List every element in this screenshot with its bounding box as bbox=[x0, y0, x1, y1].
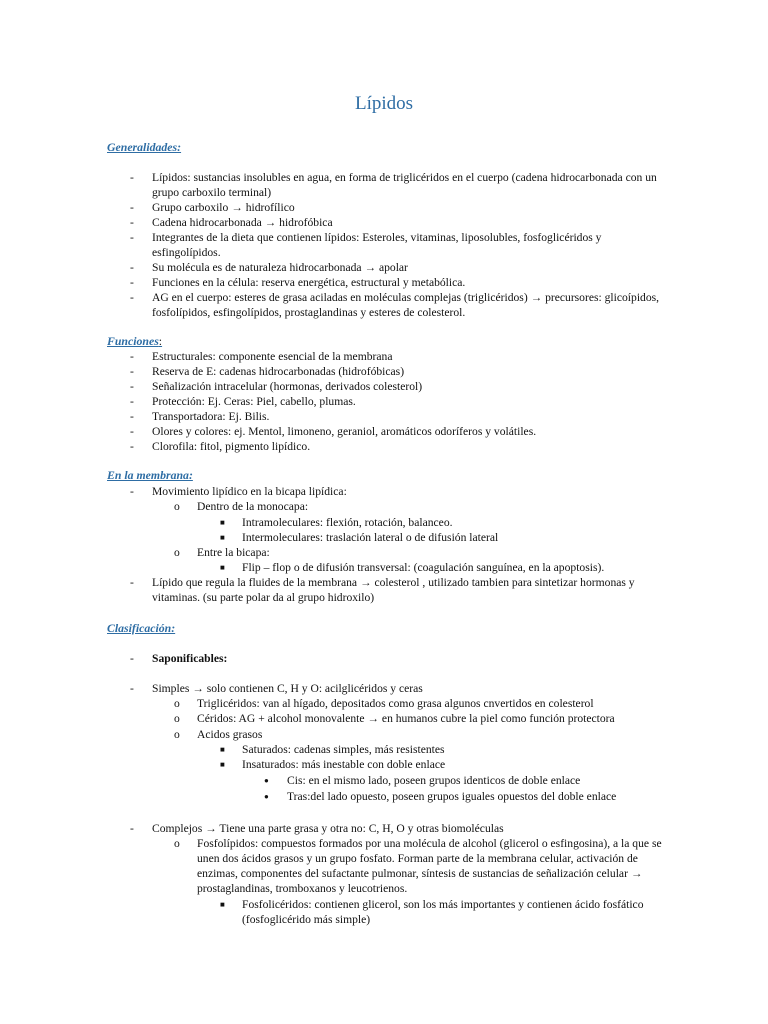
circle-bullet: o bbox=[174, 837, 180, 850]
dash-bullet: - bbox=[130, 425, 134, 438]
dash-bullet: - bbox=[130, 485, 134, 498]
list-item-text: Cadena hidrocarbonada → hidrofóbica bbox=[152, 216, 333, 229]
list-item-text: Estructurales: componente esencial de la membrana bbox=[152, 350, 393, 363]
list-item-text: Movimiento lipídico en la bicapa lipídica: bbox=[152, 485, 347, 498]
list-item-text: Reserva de E: cadenas hidrocarbonadas (hidrofóbicas) bbox=[152, 365, 405, 378]
dash-bullet: - bbox=[130, 276, 134, 289]
dash-bullet: - bbox=[130, 682, 134, 695]
section-heading-funciones-text: Funciones bbox=[107, 334, 159, 348]
section-heading-clasificacion: Clasificación: bbox=[107, 621, 176, 635]
list-item-text: Entre la bicapa: bbox=[197, 546, 270, 559]
section-heading-membrana: En la membrana: bbox=[107, 468, 193, 482]
square-bullet: ■ bbox=[220, 900, 225, 909]
dash-bullet: - bbox=[130, 231, 134, 244]
list-item-text: Olores y colores: ej. Mentol, limoneno, geraniol, aromáticos odoríferos y volátiles. bbox=[152, 425, 537, 438]
dash-bullet: - bbox=[130, 652, 134, 665]
dash-bullet: - bbox=[130, 171, 134, 184]
dash-bullet: - bbox=[130, 365, 134, 378]
circle-bullet: o bbox=[174, 500, 180, 513]
dash-bullet: - bbox=[130, 261, 134, 274]
list-item-text: Su molécula es de naturaleza hidrocarbonada → apolar bbox=[152, 261, 408, 274]
dash-bullet: - bbox=[130, 216, 134, 229]
subheading-saponificables: Saponificables: bbox=[152, 652, 228, 665]
list-item-text: Integrantes de la dieta que contienen lípidos: Esteroles, vitaminas, liposolubles, fosfoglicéridos y esfingolípidos. bbox=[152, 231, 602, 259]
square-bullet: ■ bbox=[220, 533, 225, 542]
list-item-text: Insaturados: más inestable con doble enlace bbox=[242, 758, 446, 771]
dash-bullet: - bbox=[130, 440, 134, 453]
page-title: Lípidos bbox=[354, 93, 414, 114]
dash-bullet: - bbox=[130, 201, 134, 214]
square-bullet: ■ bbox=[220, 518, 225, 527]
list-item-text: Intermoleculares: traslación lateral o de difusión lateral bbox=[242, 531, 499, 544]
dash-bullet: - bbox=[130, 380, 134, 393]
circle-bullet: o bbox=[174, 728, 180, 741]
dash-bullet: - bbox=[130, 395, 134, 408]
dot-bullet: ● bbox=[264, 776, 269, 785]
list-item-text: Protección: Ej. Ceras: Piel, cabello, plumas. bbox=[152, 395, 356, 408]
list-item-text: Señalización intracelular (hormonas, derivados colesterol) bbox=[152, 380, 423, 393]
list-item-text: Céridos: AG + alcohol monovalente → en humanos cubre la piel como función protectora bbox=[197, 712, 615, 725]
section-heading-colon: : bbox=[158, 334, 163, 348]
dot-bullet: ● bbox=[264, 792, 269, 801]
list-item-text: Acidos grasos bbox=[197, 728, 263, 741]
list-item-text: Funciones en la célula: reserva energética, estructural y metabólica. bbox=[152, 276, 466, 289]
square-bullet: ■ bbox=[220, 563, 225, 572]
square-bullet: ■ bbox=[220, 745, 225, 754]
list-item-text: Transportadora: Ej. Bilis. bbox=[152, 410, 270, 423]
square-bullet: ■ bbox=[220, 760, 225, 769]
dash-bullet: - bbox=[130, 822, 134, 835]
list-item-text: AG en el cuerpo: esteres de grasa aciladas en moléculas complejas (triglicéridos) → precursores: glicoípidos, fosfolípidos, esfingolípidos, prostaglandinas y esteres de colesterol. bbox=[152, 291, 660, 319]
dash-bullet: - bbox=[130, 350, 134, 363]
section-heading-generalidades: Generalidades: bbox=[107, 140, 182, 154]
list-item-text: Simples → solo contienen C, H y O: acilglicéridos y ceras bbox=[152, 682, 423, 695]
list-item-text: Tras:del lado opuesto, poseen grupos iguales opuestos del doble enlace bbox=[287, 790, 617, 803]
list-item-text: Fosfolicéridos: contienen glicerol, son los más importantes y contienen ácido fosfático (fosfoglicérido más simple) bbox=[242, 898, 644, 926]
circle-bullet: o bbox=[174, 546, 180, 559]
list-item-text: Triglicéridos: van al hígado, depositados como grasa algunos cnvertidos en colesterol bbox=[197, 697, 594, 710]
list-item-text: Cis: en el mismo lado, poseen grupos identicos de doble enlace bbox=[287, 774, 581, 787]
list-item-text: Grupo carboxilo → hidrofílico bbox=[152, 201, 295, 214]
dash-bullet: - bbox=[130, 291, 134, 304]
section-heading-funciones bbox=[107, 334, 162, 349]
list-item-text: Saturados: cadenas simples, más resistentes bbox=[242, 743, 445, 756]
list-item-text: Complejos → Tiene una parte grasa y otra no: C, H, O y otras biomoléculas bbox=[152, 822, 504, 835]
list-item-text: Dentro de la monocapa: bbox=[197, 500, 309, 513]
dash-bullet: - bbox=[130, 410, 134, 423]
list-item-text: Flip – flop o de difusión transversal: (coagulación sanguínea, en la apoptosis). bbox=[242, 561, 605, 574]
list-item-text: Lípido que regula la fluides de la membrana → colesterol , utilizado tambien para sintetizar hormonas y vitaminas. (su parte polar da al grupo hidroxilo) bbox=[152, 576, 635, 604]
circle-bullet: o bbox=[174, 697, 180, 710]
list-item-text: Lípidos: sustancias insolubles en agua, en forma de triglicéridos en el cuerpo (cadena hidrocarbonada con un grupo carboxilo terminal) bbox=[152, 171, 657, 199]
dash-bullet: - bbox=[130, 576, 134, 589]
list-item-text: Intramoleculares: flexión, rotación, balanceo. bbox=[242, 516, 453, 529]
list-item-text: Clorofila: fitol, pigmento lipídico. bbox=[152, 440, 311, 453]
list-item-text: Fosfolípidos: compuestos formados por una molécula de alcohol (glicerol o esfingosina), a la que se unen dos ácidos grasos y un grupo fosfato. Forman parte de la membrana celular, activación de enzimas, componentes del sufactante pulmonar, síntesis de sustancias de señalización celular → prostaglandinas, tromboxanos y leucotrienos. bbox=[197, 837, 662, 895]
circle-bullet: o bbox=[174, 712, 180, 725]
